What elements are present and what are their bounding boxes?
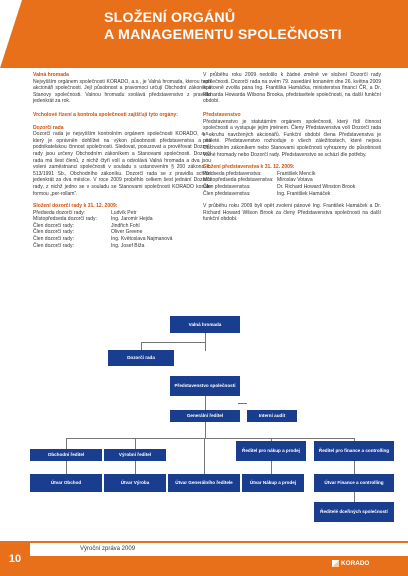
member-role: Člen dozorčí rady:	[33, 229, 74, 236]
general-meeting-heading: Valná hromada	[33, 72, 69, 78]
connector-line	[141, 342, 142, 350]
member-role: Místopředseda dozorčí rady:	[33, 216, 97, 223]
org-node-commercial-director: Obchodní ředitel	[30, 449, 102, 461]
director-role: Místopředseda představenstva:	[203, 177, 274, 184]
org-node-general-meeting: Valná hromada	[170, 316, 240, 333]
connector-line	[135, 438, 136, 449]
director-name: Dr. Richard Howard Winston Brook	[277, 183, 356, 190]
intro-text: V průběhu roku 2009 nedošlo k žádné změně ve složení Dozorčí rady společnosti. Dozorčí rada na svém 79. zasedání konaném dne 26. května 2009 opětovně zvolila pana Ing. Františka Hamáčka, ministerstva financí ČR, a Dr. Richarda Howarda Wilsona Brooka, představitele společnosti, na další funkční období.	[203, 72, 381, 105]
connector-line	[271, 461, 272, 474]
org-node-production-dept: Útvar Výroba	[104, 474, 166, 492]
connector-line	[238, 403, 247, 404]
org-node-board-of-directors: Představenstvo společnosti	[170, 376, 240, 396]
org-node-purchasing-director: Ředitel pro nákup a prodej	[236, 441, 306, 461]
org-node-subsidiary-directors: Ředitelé dceřiných společností	[314, 502, 394, 522]
director-role: Předseda představenstva:	[203, 170, 262, 177]
connector-line	[354, 461, 355, 474]
connector-line	[141, 342, 206, 343]
member-role: Člen dozorčí rady:	[33, 242, 74, 249]
member-role: Předseda dozorčí rady:	[33, 209, 86, 216]
member-name: Ing. Josef Bíža	[111, 242, 145, 249]
director-name: František Mencík	[277, 170, 316, 177]
org-node-supervisory-board: Dozorčí rada	[108, 350, 174, 366]
connector-line	[205, 420, 206, 438]
member-role: Člen dozorčí rady:	[33, 222, 74, 229]
org-node-sales-dept: Útvar Obchod	[30, 474, 102, 492]
general-meeting-text: Nejvyšším orgánem společnosti KORADO, a.s., je Valná hromada, kterou tvoří akcionáři společnosti. Její působnost a pravomoci určují Obchodní zákoník a Stanovy společnosti. Valnou hromadu svolává představenstvo z pravidla jedenkrát za rok.	[33, 78, 211, 105]
connector-line	[354, 492, 355, 502]
page-number: 10	[0, 541, 30, 576]
directors-text: Představenstvo je statutárním orgánem společnosti, který řídí činnost společnosti a vystupuje jejím jménem. Členy Představenstva volí Dozorčí rada z okruhu navržených akcionářů. Funkční období člena Představenstva je pětileté. Představenstvo rozhoduje o všech záležitostech, které nejsou Obchodním zákoníkem nebo Stanovami společnosti vyhrazeny do působnosti Valné hromady nebo Dozorčí rady. Představenstvo se schází dle potřeby.	[203, 118, 381, 158]
title-line-2: A MANAGEMENTU SPOLEČNOSTI	[104, 27, 342, 43]
org-node-internal-audit: Interní audit	[247, 410, 297, 422]
org-node-ceo-dept: Útvar Generálního ředitele	[168, 474, 240, 492]
supervisory-text: Dozorčí rada je nejvyšším kontrolním orgánem společnosti KORADO, a.s., který je oprávněn dohlížet na výkon působnosti představenstva a na podnikatelskou činnost společnosti. Sledovat, posuzovat a prověřovat Dozorčí rady jsou určeny Obchodním zákoníkem a Stanovami společnosti. Dozorčí rada má šest členů, z nichž čtyři volí a odvolává Valná hromada a dva jsou voleni zaměstnanci společnosti v souladu s ustanovením § 200 zákona č. 513/1991 Sb., Obchodního zákoníku. Dozorčí rada se z pravidla schází jedenkrát za dva měsíce. V roce 2009 proběhlo celkem šest jednání Dozorčí rady, z nichž jedno se v souladu se Stanovami společnosti KORADO konalo formou „per-rollam“.	[33, 131, 211, 197]
connector-line	[204, 438, 205, 474]
member-name: Ing. Jaromír Hejda	[111, 216, 153, 223]
board-list-heading: Složení dozorčí rady k 31. 12. 2009:	[33, 203, 118, 210]
member-name: Ludvík Petr	[111, 209, 137, 216]
org-node-finance-dept: Útvar Finance a controlling	[314, 474, 394, 492]
logo-mark-icon	[332, 560, 339, 567]
director-role: Člen představenstva:	[203, 190, 251, 197]
closing-text: V průběhu roku 2009 byli opět zvoleni pánové Ing. František Hamáček a Dr. Richard Howard Wilson Brook za členy Představenstva společnosti na další funkční období.	[203, 203, 381, 223]
supervisory-heading: Dozorčí rada	[33, 124, 64, 131]
org-node-production-director: Výrobní ředitel	[104, 449, 166, 461]
connector-line	[205, 396, 206, 410]
title-line-1: SLOŽENÍ ORGÁNŮ	[104, 10, 236, 26]
connector-line	[66, 438, 354, 439]
member-name: Oliver Greene	[111, 229, 143, 236]
connector-line	[135, 461, 136, 474]
report-title: Výroční zpráva 2009	[80, 546, 136, 552]
directors-list-heading: Složení představenstva k 31. 12. 2009:	[203, 164, 295, 171]
logo-text: KORADO	[341, 560, 370, 567]
org-node-ceo: Generální ředitel	[170, 410, 240, 422]
director-name: Ing. František Hamáček	[277, 190, 331, 197]
org-node-purchasing-dept: Útvar Nákup a prodej	[242, 474, 304, 492]
org-node-finance-director: Ředitel pro finance a controlling	[314, 441, 394, 461]
connector-line	[66, 438, 67, 449]
directors-heading: Představenstvo	[203, 111, 241, 118]
director-role: Člen představenstva:	[203, 183, 251, 190]
member-name: Jindřich Fohl	[111, 222, 140, 229]
control-heading: Vrcholové řízení a kontrola společnosti zajišťují tyto orgány:	[33, 111, 178, 118]
member-role: Člen dozorčí rady:	[33, 236, 74, 243]
korado-logo	[332, 560, 369, 567]
connector-line	[66, 461, 67, 474]
member-name: Ing. Květoslava Najmanová	[111, 236, 173, 243]
footer-divider	[0, 541, 408, 543]
director-name: Miroslav Votava	[277, 177, 313, 184]
